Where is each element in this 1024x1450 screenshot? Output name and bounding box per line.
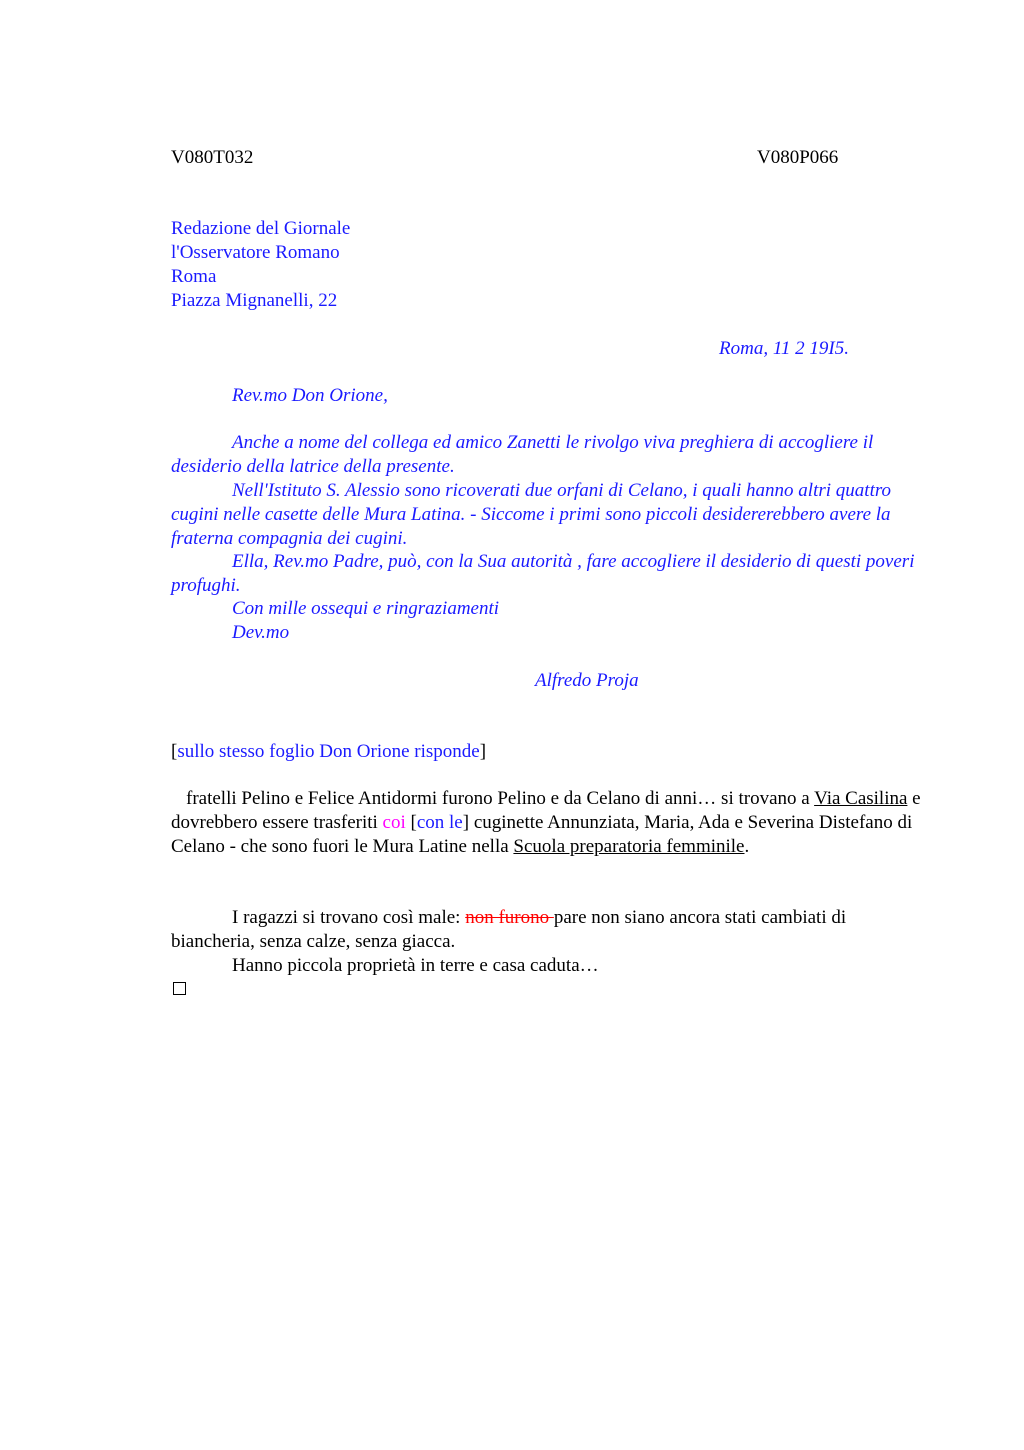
closing-line-1: Con mille ossequi e ringraziamenti bbox=[232, 598, 500, 619]
letter-paragraph-3: Ella, Rev.mo Padre, può, con la Sua autorità , fare accogliere il desiderio di questi poveri profughi. bbox=[171, 551, 915, 596]
letter-paragraph-1: Anche a nome del collega ed amico Zanetti le rivolgo viva preghiera di accogliere il desiderio della latrice della presente. bbox=[171, 432, 874, 477]
address-line-4: Piazza Mignanelli, 22 bbox=[171, 290, 338, 311]
reply-paragraph-3: Hanno piccola proprietà in terre e casa caduta… bbox=[232, 955, 599, 976]
letter-paragraph-2: Nell'Istituto S. Alessio sono ricoverati due orfani di Celano, i quali hanno altri quattro cugini nelle casette delle Mura Latina. - Siccome i primi sono piccoli desidererebbero avere la fraterna compagnia dei cugini. bbox=[171, 480, 892, 549]
code-right: V080P066 bbox=[757, 147, 839, 168]
reply-paragraph-2 bbox=[171, 906, 923, 954]
letter-date: Roma, 11 2 19I5. bbox=[719, 338, 849, 359]
reply-p1-text-c: [ bbox=[405, 812, 417, 833]
scuola-preparatoria: Scuola preparatoria femminile bbox=[513, 836, 745, 857]
reply-p1-text-a: fratelli Pelino e Felice Antidormi furono Pelino e da Celano di anni… si trovano a bbox=[186, 788, 815, 809]
reply-paragraph-1 bbox=[171, 787, 923, 859]
note-text: sullo stesso foglio Don Orione risponde bbox=[177, 741, 480, 762]
note-open-bracket: [ bbox=[171, 741, 178, 762]
word-coi: coi bbox=[382, 812, 406, 833]
address-line-3: Roma bbox=[171, 266, 217, 287]
reply-p1-text-d: ] cuginette Annunziata, Maria, Ada e Severina Distefano di Celano - che sono fuori le Mura Latine nella bbox=[171, 812, 913, 857]
address-line-2: l'Osservatore Romano bbox=[171, 242, 340, 263]
editorial-note bbox=[171, 740, 486, 764]
signature: Alfredo Proja bbox=[535, 670, 639, 691]
square-box-icon bbox=[173, 982, 186, 995]
note-close-bracket: ] bbox=[479, 741, 487, 762]
code-left: V080T032 bbox=[171, 147, 254, 168]
reply-p1-text-e: . bbox=[744, 836, 750, 857]
salutation: Rev.mo Don Orione, bbox=[232, 385, 388, 406]
closing-line-2: Dev.mo bbox=[232, 622, 290, 643]
address-line-1: Redazione del Giornale bbox=[171, 218, 351, 239]
word-con-le: con le bbox=[416, 812, 463, 833]
reply-p2-text-a: I ragazzi si trovano così male: bbox=[232, 907, 466, 928]
struck-text: non furono bbox=[465, 907, 554, 928]
reply-p1-text-b: e dovrebbero essere trasferiti bbox=[171, 788, 921, 833]
reply-p2-text-b: pare non siano ancora stati cambiati di biancheria, senza calze, senza giacca. bbox=[171, 907, 847, 952]
via-casilina: Via Casilina bbox=[814, 788, 908, 809]
